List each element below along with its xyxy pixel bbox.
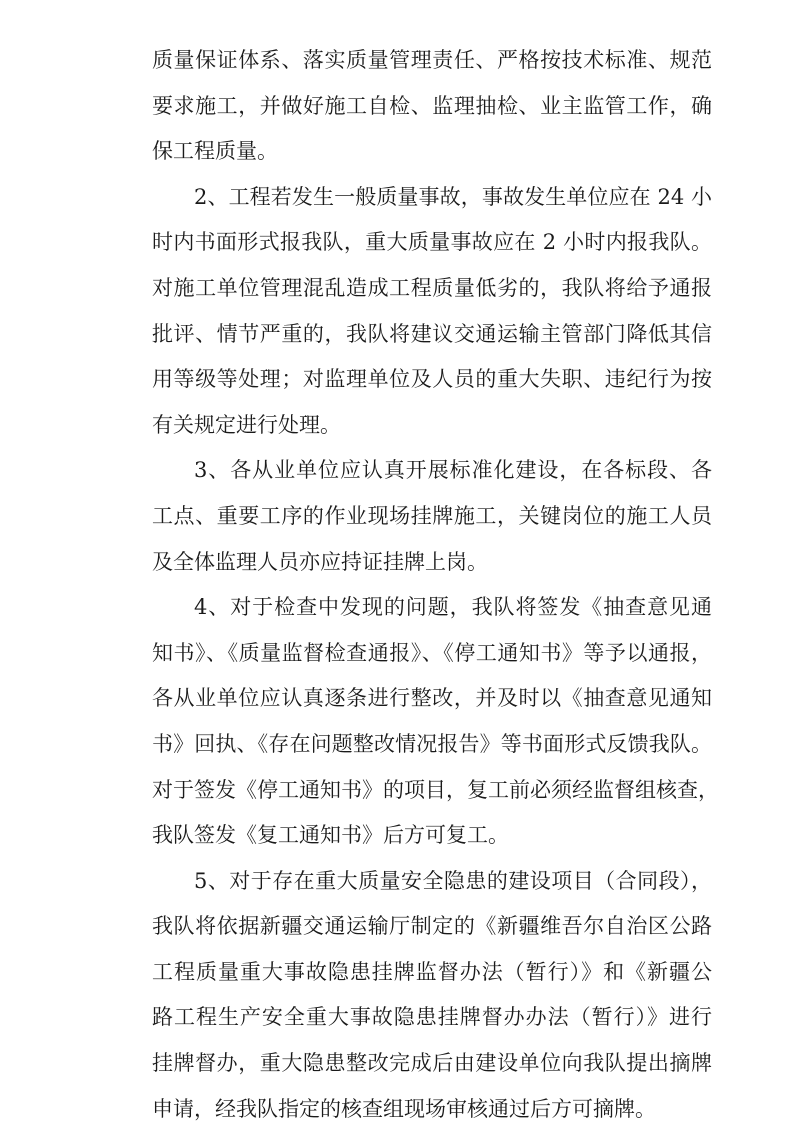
- text-line: 2、工程若发生一般质量事故，事故发生单位应在 24 小: [194, 184, 712, 209]
- text-line: 有关规定进行处理。: [152, 412, 341, 437]
- text-line: 4、对于检查中发现的问题，我队将签发《抽查意见通: [194, 595, 712, 620]
- text-line: 质量保证体系、落实质量管理责任、严格按技术标准、规范: [152, 48, 712, 72]
- text-line: 挂牌督办，重大隐患整改完成后由建设单位向我队提出摘牌: [152, 1051, 712, 1076]
- document-body: [152, 38, 719, 1132]
- text-line: 要求施工，并做好施工自检、监理抽检、业主监管工作，确: [152, 93, 712, 118]
- text-line: 3、各从业单位应认真开展标准化建设，在各标段、各: [194, 458, 712, 483]
- text-line: 知书》、《质量监督检查通报》、《停工通知书》等予以通报，: [152, 640, 712, 665]
- text-line: 保工程质量。: [152, 139, 278, 164]
- text-line: 时内书面形式报我队，重大质量事故应在 2 小时内报我队。: [152, 230, 712, 255]
- text-line: 及全体监理人员亦应持证挂牌上岗。: [152, 549, 488, 574]
- text-line: 各从业单位应认真逐条进行整改，并及时以《抽查意见通知: [152, 686, 712, 711]
- text-line: 我队将依据新疆交通运输厅制定的《新疆维吾尔自治区公路: [152, 914, 712, 939]
- text-line: 申请，经我队指定的核查组现场审核通过后方可摘牌。: [152, 1096, 656, 1121]
- text-line: 对于签发《停工通知书》的项目，复工前必须经监督组核查，: [152, 777, 719, 802]
- text-line: 用等级等处理；对监理单位及人员的重大失职、违纪行为按: [152, 367, 712, 392]
- text-line: 工程质量重大事故隐患挂牌监督办法（暂行）》和《新疆公: [152, 959, 712, 984]
- text-line: 对施工单位管理混乱造成工程质量低劣的，我队将给予通报: [152, 275, 712, 300]
- text-line: 5、对于存在重大质量安全隐患的建设项目（合同段），: [194, 868, 712, 893]
- text-line: 我队签发《复工通知书》后方可复工。: [152, 823, 509, 848]
- text-line: 书》回执、《存在问题整改情况报告》等书面形式反馈我队。: [152, 731, 712, 756]
- text-line: 工点、重要工序的作业现场挂牌施工，关键岗位的施工人员: [152, 503, 712, 528]
- text-line: 批评、情节严重的，我队将建议交通运输主管部门降低其信: [152, 321, 712, 346]
- text-line: 路工程生产安全重大事故隐患挂牌督办办法（暂行）》进行: [152, 1005, 712, 1030]
